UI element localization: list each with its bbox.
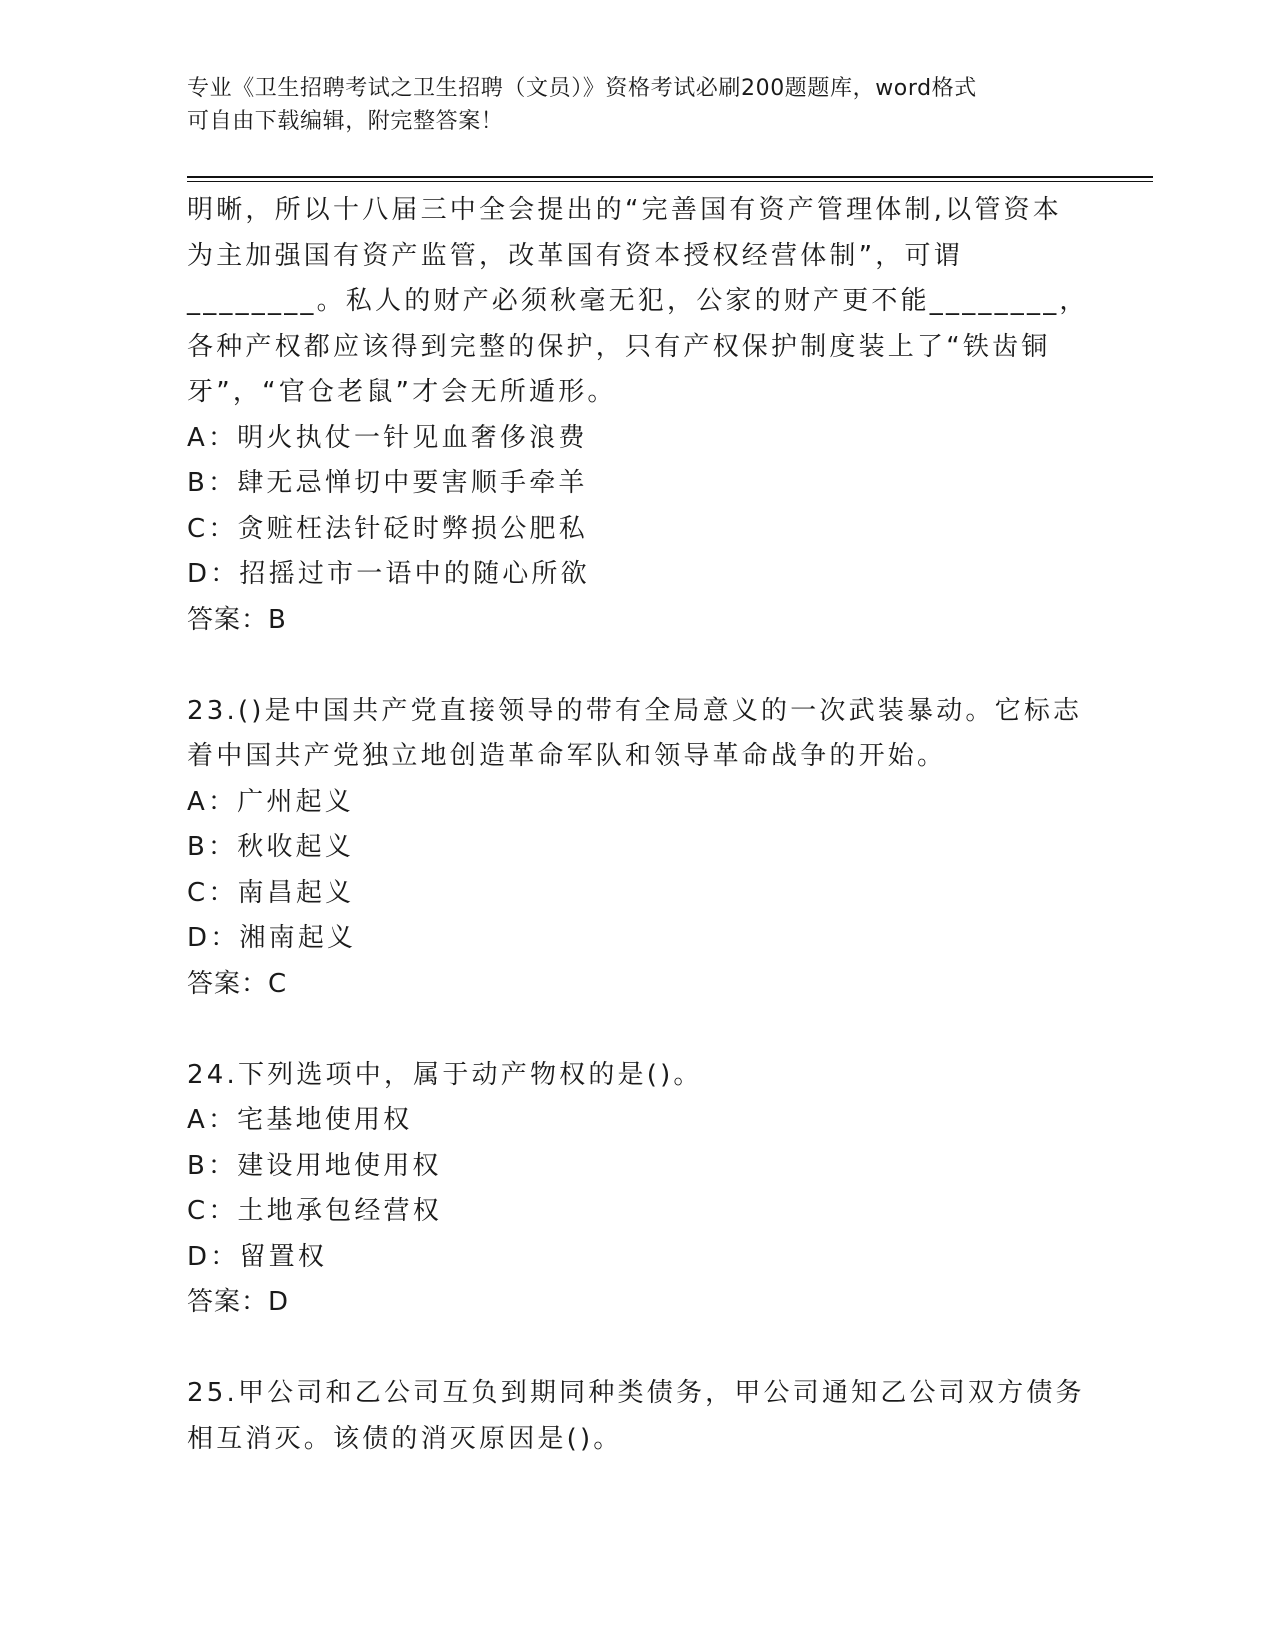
header-rule-thin <box>187 181 1153 182</box>
question-line: 为主加强国有资产监管，改革国有资本授权经营体制”，可谓 <box>187 240 963 271</box>
question-text <box>187 188 1087 416</box>
option-a: A：明火执仗一针见血奢侈浪费 <box>187 422 588 453</box>
question-24 <box>187 1053 1087 1326</box>
header-rule-thick <box>187 176 1153 178</box>
question-line: 相互消灭。该债的消灭原因是()。 <box>187 1423 623 1454</box>
question-line: 23.()是中国共产党直接领导的带有全局意义的一次武装暴动。它标志 <box>187 695 1083 726</box>
option-a: A：广州起义 <box>187 786 354 817</box>
question-line: ________。私人的财产必须秋毫无犯，公家的财产更不能________， <box>187 286 1089 316</box>
question-line: 24.下列选项中，属于动产物权的是()。 <box>187 1059 703 1090</box>
document-header <box>187 72 1087 138</box>
option-b: B：肆无忌惮切中要害顺手牵羊 <box>187 468 588 498</box>
option-d: D：招摇过市一语中的随心所欲 <box>187 559 590 589</box>
option-c: C：贪赃枉法针砭时弊损公肥私 <box>187 513 588 544</box>
header-line-1: 专业《卫生招聘考试之卫生招聘（文员）》资格考试必刷200题题库，word格式 <box>187 76 977 101</box>
question-line: 着中国共产党独立地创造革命军队和领导革命战争的开始。 <box>187 741 947 771</box>
question-line: 明晰，所以十八届三中全会提出的“完善国有资产管理体制,以管资本 <box>187 195 1062 225</box>
option-c: C：土地承包经营权 <box>187 1196 442 1226</box>
question-text <box>187 1371 1087 1462</box>
header-line-2: 可自由下载编辑，附完整答案！ <box>187 109 504 134</box>
option-a: A：宅基地使用权 <box>187 1105 413 1135</box>
question-text <box>187 689 1087 780</box>
question-22 <box>187 188 1087 643</box>
option-c: C：南昌起义 <box>187 877 355 908</box>
option-d: D：湘南起义 <box>187 923 357 953</box>
question-line: 牙”，“官仓老鼠”才会无所遁形。 <box>187 377 617 407</box>
answer-line: 答案：D <box>187 1287 290 1317</box>
document-body <box>187 188 1087 1462</box>
option-d: D：留置权 <box>187 1241 328 1272</box>
option-b: B：建设用地使用权 <box>187 1150 442 1181</box>
answer-line: 答案：C <box>187 968 288 999</box>
question-23 <box>187 689 1087 1008</box>
question-line: 各种产权都应该得到完整的保护，只有产权保护制度装上了“铁齿铜 <box>187 331 1051 362</box>
question-25 <box>187 1371 1087 1462</box>
answer-line: 答案：B <box>187 604 287 635</box>
option-b: B：秋收起义 <box>187 832 355 862</box>
question-line: 25.甲公司和乙公司互负到期同种类债务，甲公司通知乙公司双方债务 <box>187 1378 1085 1408</box>
question-text <box>187 1053 1087 1099</box>
